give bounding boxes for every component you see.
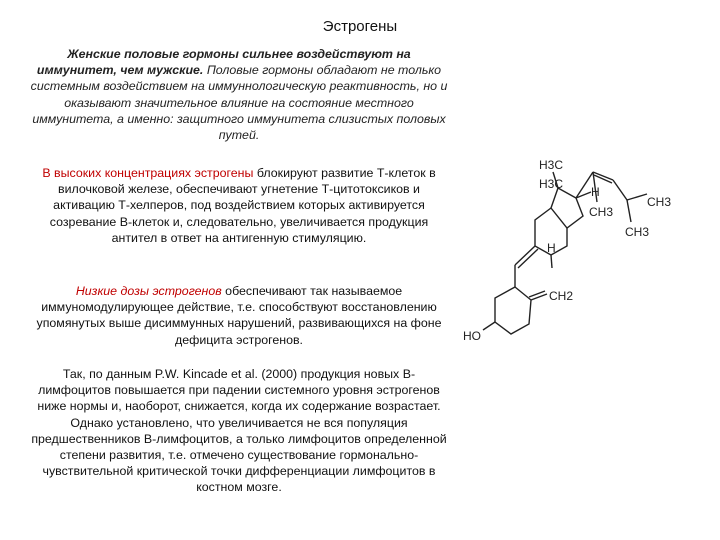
paragraph-lead: Женские половые гормоны сильнее воздействуют на иммунитет, чем мужские. (36, 47, 411, 78)
paragraph-body: Половые гормоны обладают не только системным воздействием на иммуннологическую реактивность, но и оказывают значительное влияние на состояние местного иммунитета, а именно: защитного иммунитета слизистых половых путей. (30, 63, 448, 143)
paragraph-low-doses (30, 283, 448, 348)
paragraph-body: обеспечивают так называемое иммуномодулирующее действие, т.е. способствуют восстановлению упомянутых выше дисиммунных нарушений, развивающихся на фоне дефицита эстрогенов. (36, 284, 442, 347)
label-h3c-mid: H3C (539, 177, 564, 191)
label-ho: HO (463, 329, 481, 343)
paragraph-female-hormones (30, 46, 448, 143)
label-h3c-top: H3C (539, 158, 564, 172)
chemical-structure-diagram (455, 150, 705, 350)
paragraph-high-concentrations (30, 165, 448, 246)
paragraph-kincade: Так, по данным P.W. Kincade et al. (2000) продукция новых В-лимфоцитов повышается при падении системного уровня эстрогенов ниже нормы и, наоборот, снижается, когда их содержание возрастает. Однако установлено, что увеличивается не вся популяция предшественников В-лимфоцитов, а только лимфоцитов определенной степени развития, т.е. отмечено существование гормонально-чувствительной критической точки дифференциации лимфоцитов в костном мозге. (31, 367, 447, 495)
label-h-right: H (591, 185, 600, 199)
highlight-low-doses: Низкие дозы эстрогенов (75, 284, 222, 298)
label-ch3-chain1: CH3 (647, 195, 672, 209)
structure-bonds (483, 172, 650, 334)
label-ch2: CH2 (549, 289, 574, 303)
page-title: Эстрогены (322, 18, 398, 35)
highlight-high-concentrations: В высоких концентрациях эстрогены (42, 166, 254, 180)
label-h-bottom: H (547, 241, 556, 255)
label-ch3-chain2: CH3 (625, 225, 650, 239)
label-ch3-ring: CH3 (589, 205, 614, 219)
paragraph-body: блокируют развитие Т-клеток в вилочковой железе, обеспечивают угнетение Т-цитотоксиков и активацию Т-хелперов, под воздействием которых активируется созревание В-клеток и, следовательно, увеличивается продукция антител в ответ на антигенную стимуляцию. (49, 166, 436, 245)
